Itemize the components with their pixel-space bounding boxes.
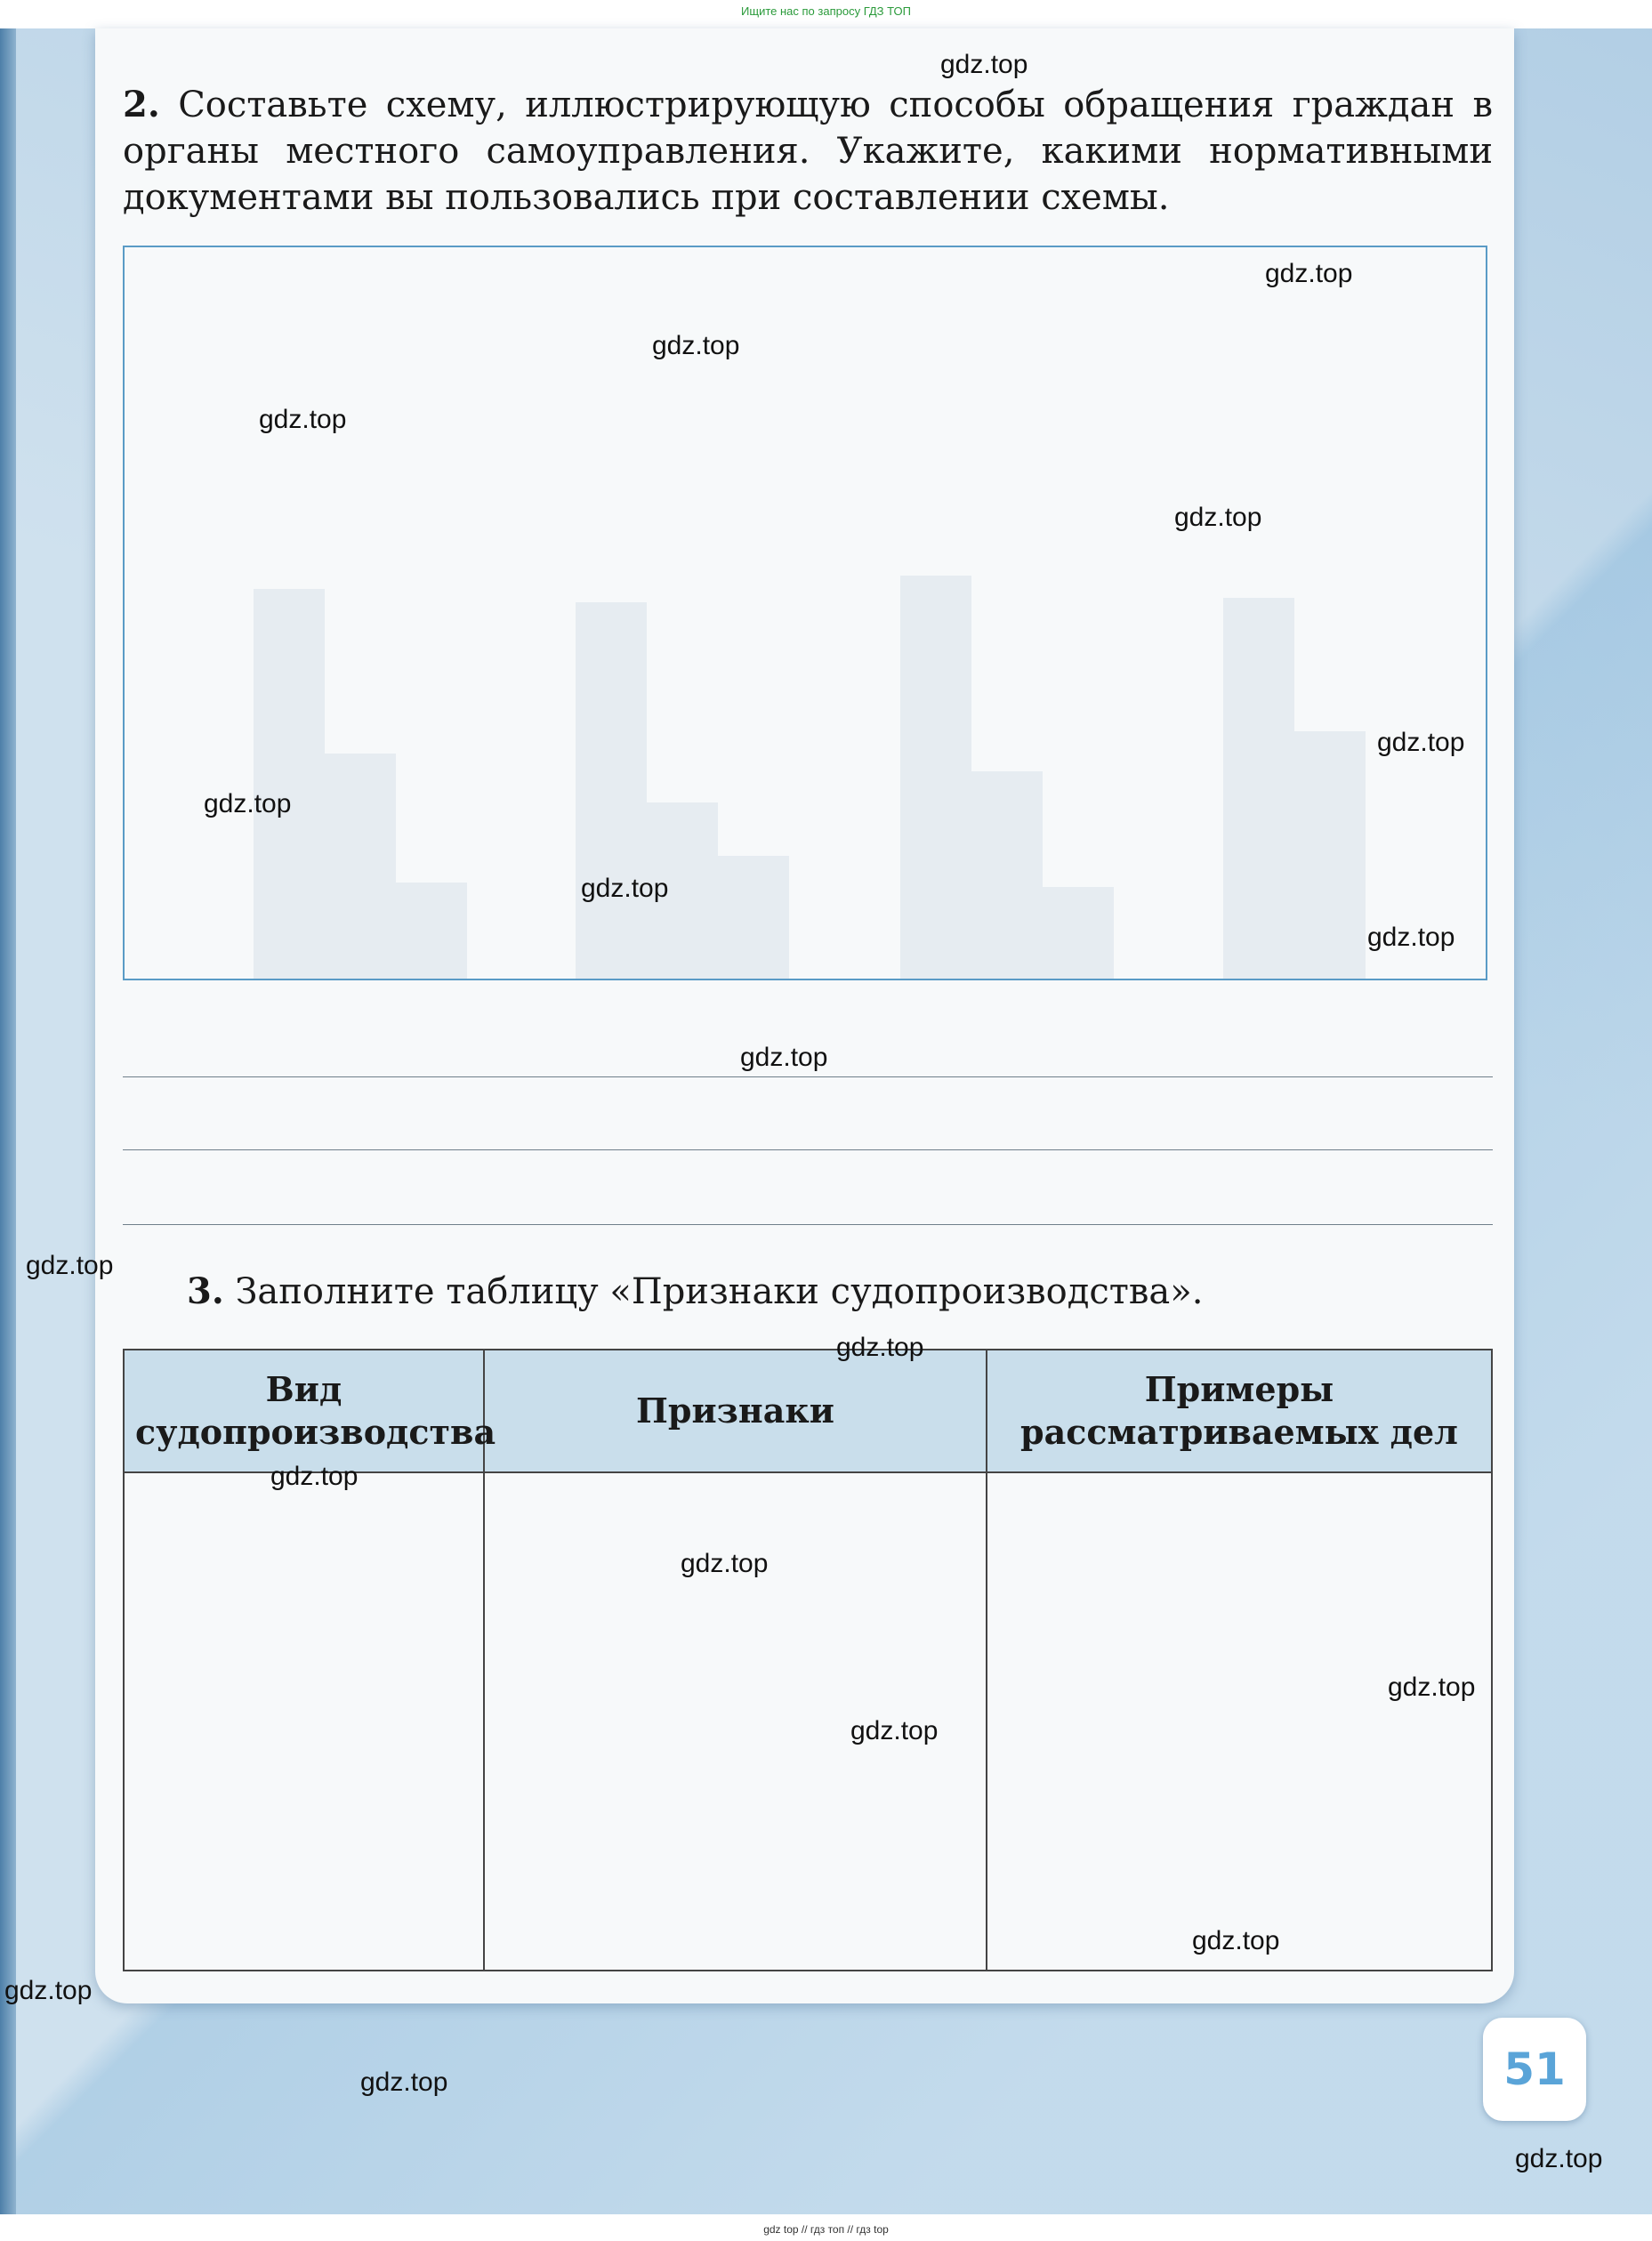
watermark: gdz.top bbox=[1265, 259, 1353, 288]
book-spine-strip bbox=[0, 0, 16, 2241]
watermark: gdz.top bbox=[1367, 923, 1455, 952]
watermark: gdz.top bbox=[26, 1251, 114, 1280]
page-number-badge: 51 bbox=[1483, 2018, 1586, 2121]
task-3-number: 3. bbox=[187, 1270, 224, 1312]
column-header-features: Признаки bbox=[484, 1350, 987, 1472]
table-row bbox=[124, 1472, 1492, 1971]
watermark: gdz.top bbox=[1192, 1926, 1280, 1955]
task-3-body: Заполните таблицу «Признаки судопроизводства». bbox=[235, 1271, 1204, 1312]
table-header-row bbox=[124, 1350, 1492, 1472]
divider-line bbox=[123, 1076, 1493, 1077]
column-header-examples: Примеры рассматриваемых дел bbox=[987, 1350, 1492, 1472]
watermark: gdz.top bbox=[850, 1716, 939, 1745]
watermark: gdz.top bbox=[4, 1976, 93, 2005]
watermark: gdz.top bbox=[1515, 2144, 1603, 2173]
table-cell-type[interactable] bbox=[124, 1472, 484, 1971]
task-2-number: 2. bbox=[123, 84, 160, 125]
table-cell-examples[interactable] bbox=[987, 1472, 1492, 1971]
watermark: gdz.top bbox=[681, 1549, 769, 1578]
proceedings-table bbox=[123, 1349, 1493, 1971]
watermark: gdz.top bbox=[1377, 728, 1465, 757]
watermark: gdz.top bbox=[740, 1043, 828, 1072]
watermark: gdz.top bbox=[940, 50, 1028, 79]
task-2-text bbox=[123, 82, 1493, 221]
watermark: gdz.top bbox=[360, 2068, 448, 2097]
divider-line bbox=[123, 1149, 1493, 1150]
column-header-type: Вид судопроизводства bbox=[124, 1350, 484, 1472]
watermark: gdz.top bbox=[652, 331, 740, 360]
watermark: gdz.top bbox=[1174, 503, 1262, 532]
task-3-text bbox=[187, 1269, 1432, 1315]
watermark: gdz.top bbox=[259, 405, 347, 434]
footer-links[interactable]: gdz top // гдз топ // гдз top bbox=[763, 2223, 889, 2236]
divider-line bbox=[123, 1224, 1493, 1225]
task-2-body: Составьте схему, иллюстрирующую способы обращения граждан в органы местного самоуправления. Укажите, какими нормативными документами вы пользовались при составлении схемы. bbox=[123, 85, 1493, 218]
watermark: gdz.top bbox=[581, 874, 669, 903]
scheme-answer-box[interactable] bbox=[123, 246, 1487, 980]
watermark: gdz.top bbox=[836, 1333, 924, 1362]
search-hint-link[interactable]: Ищите нас по запросу ГДЗ ТОП bbox=[741, 4, 911, 18]
watermark: gdz.top bbox=[204, 789, 292, 818]
watermark: gdz.top bbox=[1388, 1673, 1476, 1702]
watermark: gdz.top bbox=[270, 1462, 359, 1491]
